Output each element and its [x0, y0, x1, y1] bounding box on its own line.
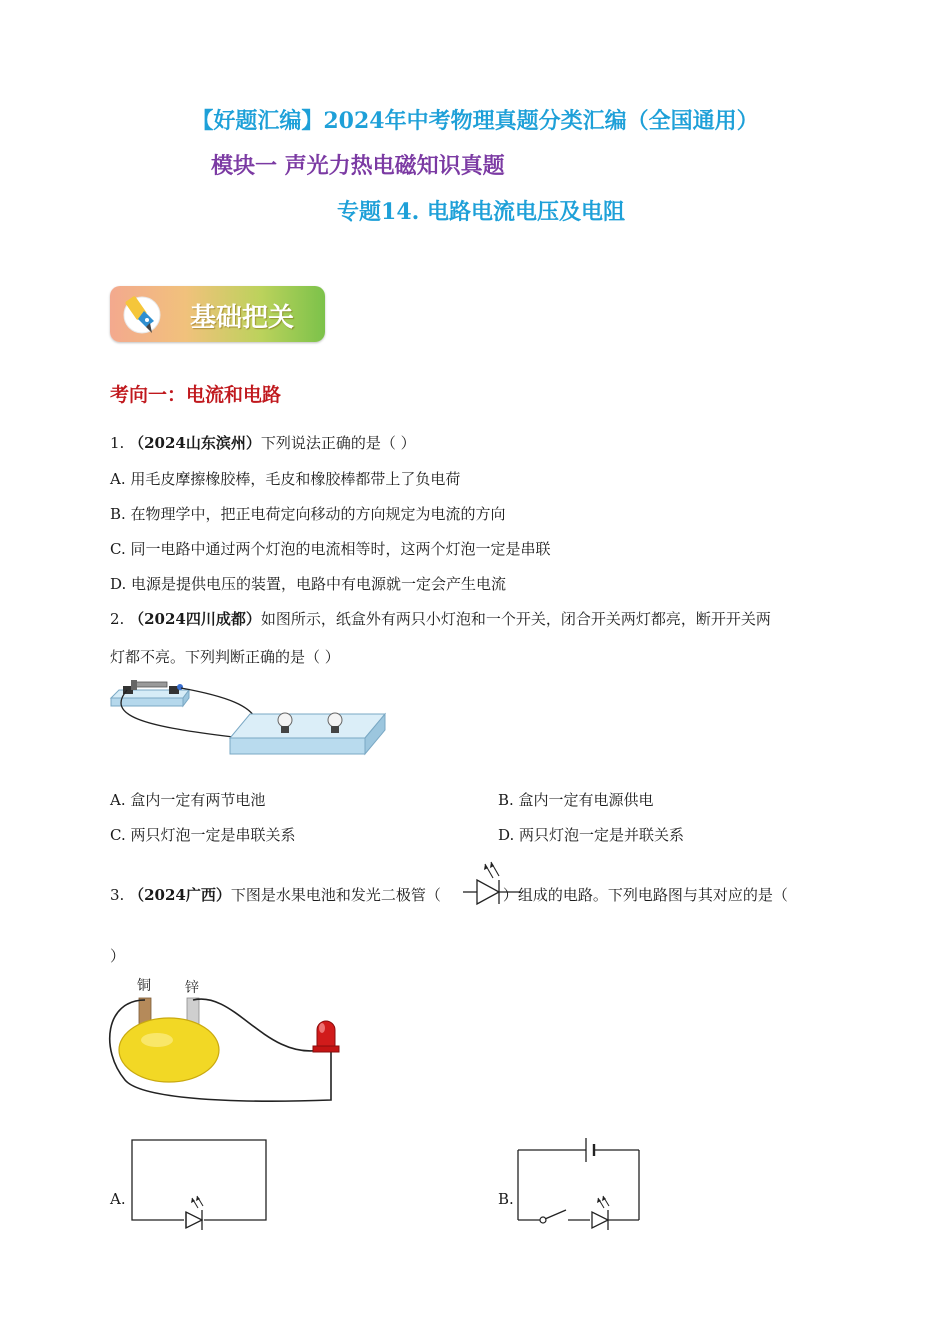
question-text: 如图所示，纸盒外有两只小灯泡和一个开关，闭合开关两灯都亮，断开开关两: [260, 610, 771, 628]
question-1-stem: [110, 432, 416, 453]
pen-icon: [120, 293, 164, 335]
q3-option-b-label: B.: [498, 1190, 514, 1208]
q3-option-a-circuit[interactable]: [128, 1134, 273, 1244]
copper-label: 铜: [137, 978, 151, 994]
question-3-stem-close: ）: [110, 947, 126, 965]
q1-option-a: A. 用毛皮摩擦橡胶棒，毛皮和橡胶棒都带上了负电荷: [110, 470, 461, 488]
fruit-battery-figure: [105, 970, 355, 1120]
q3-option-b-circuit[interactable]: [514, 1130, 649, 1240]
led-symbol-icon: [463, 854, 525, 908]
q1-option-d: D. 电源是提供电压的装置，电路中有电源就一定会产生电流: [110, 575, 507, 593]
section-title: 考向一：电流和电路: [110, 384, 282, 406]
q2-option-c: C. 两只灯泡一定是串联关系: [110, 826, 296, 844]
question-number: 1.: [110, 434, 125, 452]
question-source: （2024四川成都）: [129, 610, 261, 628]
question-source: （2024广西）: [129, 886, 231, 904]
question-text-after: ）组成的电路。下列电路图与其对应的是（: [502, 886, 788, 904]
q1-option-b: B. 在物理学中，把正电荷定向移动的方向规定为电流的方向: [110, 505, 506, 523]
zinc-label: 锌: [185, 980, 199, 996]
question-text: 下列说法正确的是（ ）: [260, 434, 416, 452]
question-text-before: 下图是水果电池和发光二极管（: [230, 886, 441, 904]
question-2-stem: [110, 608, 771, 629]
question-number: 3.: [110, 886, 125, 904]
q3-option-a-label: A.: [110, 1190, 126, 1208]
q2-option-b: B. 盒内一定有电源供电: [498, 791, 654, 809]
section-badge: [110, 286, 325, 342]
question-2-stem-line2: 灯都不亮。下列判断正确的是（ ）: [110, 648, 340, 666]
question-number: 2.: [110, 610, 125, 628]
q2-option-d: D. 两只灯泡一定是并联关系: [498, 826, 685, 844]
topic-title: 专题14. 电路电流电压及电阻: [337, 199, 625, 225]
question-source: （2024山东滨州）: [129, 434, 261, 452]
badge-label: 基础把关: [190, 303, 295, 333]
q1-option-c: C. 同一电路中通过两个灯泡的电流相等时，这两个灯泡一定是串联: [110, 540, 551, 558]
page-title: 【好题汇编】2024年中考物理真题分类汇编（全国通用）: [191, 108, 759, 134]
q2-circuit-figure: [105, 676, 395, 762]
question-3-stem: [110, 884, 788, 905]
module-title: 模块一 声光力热电磁知识真题: [211, 153, 505, 179]
q2-option-a: A. 盒内一定有两节电池: [110, 791, 266, 809]
